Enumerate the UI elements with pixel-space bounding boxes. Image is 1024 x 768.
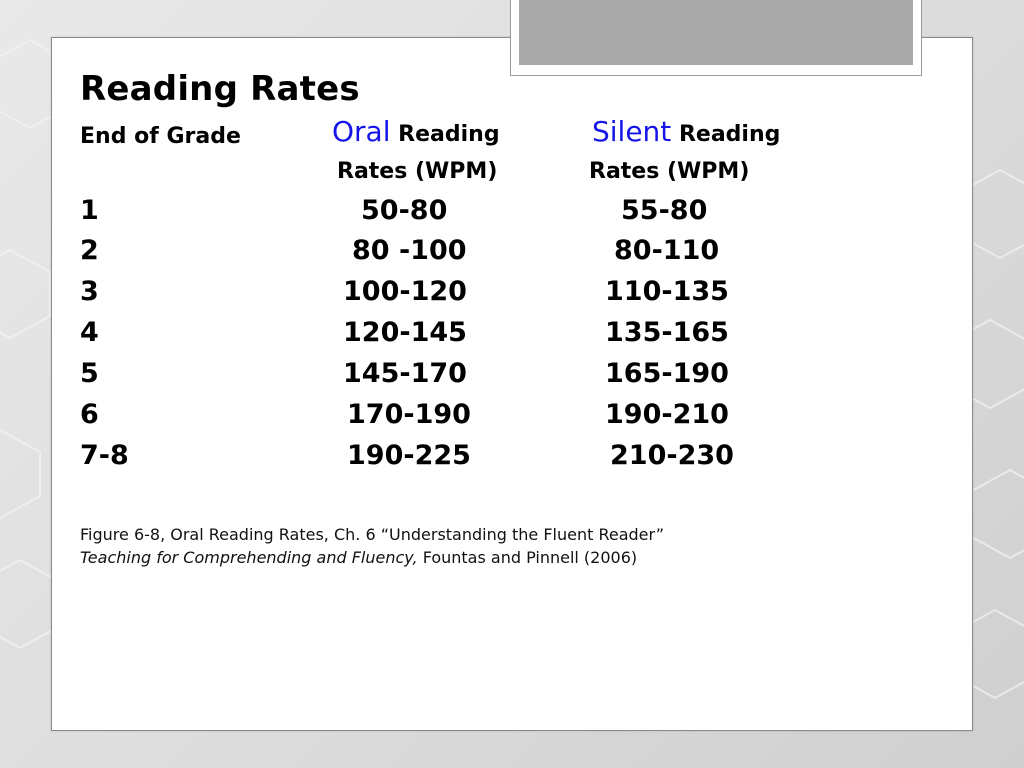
row-1-grade: 1 (80, 195, 99, 226)
row-5-grade: 5 (80, 358, 99, 389)
slide-title: Reading Rates (80, 69, 360, 109)
row-4-grade: 4 (80, 317, 99, 348)
row-3-grade: 3 (80, 276, 99, 307)
row-4-silent: 135-165 (605, 317, 729, 348)
row-5-oral: 145-170 (343, 358, 467, 389)
header-oral-word: Oral (332, 115, 391, 148)
row-3-oral: 100-120 (343, 276, 467, 307)
header-oral-units: Rates (WPM) (337, 159, 498, 184)
row-7-oral: 190-225 (347, 440, 471, 471)
row-6-oral: 170-190 (347, 399, 471, 430)
row-3-silent: 110-135 (605, 276, 729, 307)
row-7-silent: 210-230 (610, 440, 734, 471)
header-silent-units: Rates (WPM) (589, 159, 750, 184)
header-oral-rest: Reading (398, 122, 500, 147)
row-7-grade: 7-8 (80, 440, 129, 471)
row-1-oral: 50-80 (361, 195, 448, 226)
row-1-silent: 55-80 (621, 195, 708, 226)
figure-caption-line-2 (80, 550, 637, 566)
row-2-silent: 80-110 (614, 235, 720, 266)
header-silent-reading (592, 115, 781, 148)
caption-authors: Fountas and Pinnell (2006) (417, 548, 638, 567)
header-silent-word: Silent (592, 115, 672, 148)
row-4-oral: 120-145 (343, 317, 467, 348)
row-5-silent: 165-190 (605, 358, 729, 389)
caption-book-title: Teaching for Comprehending and Fluency, (80, 548, 418, 567)
header-silent-rest: Reading (678, 122, 781, 147)
row-2-oral: 80 -100 (352, 235, 467, 266)
row-6-silent: 190-210 (605, 399, 729, 430)
row-2-grade: 2 (80, 235, 99, 266)
decorative-title-tab (510, 0, 922, 76)
header-end-of-grade: End of Grade (80, 124, 241, 149)
figure-caption-line-1: Figure 6-8, Oral Reading Rates, Ch. 6 “Understanding the Fluent Reader” (80, 525, 665, 544)
header-oral-reading (332, 115, 500, 148)
decorative-tab-bar (519, 0, 913, 65)
row-6-grade: 6 (80, 399, 99, 430)
